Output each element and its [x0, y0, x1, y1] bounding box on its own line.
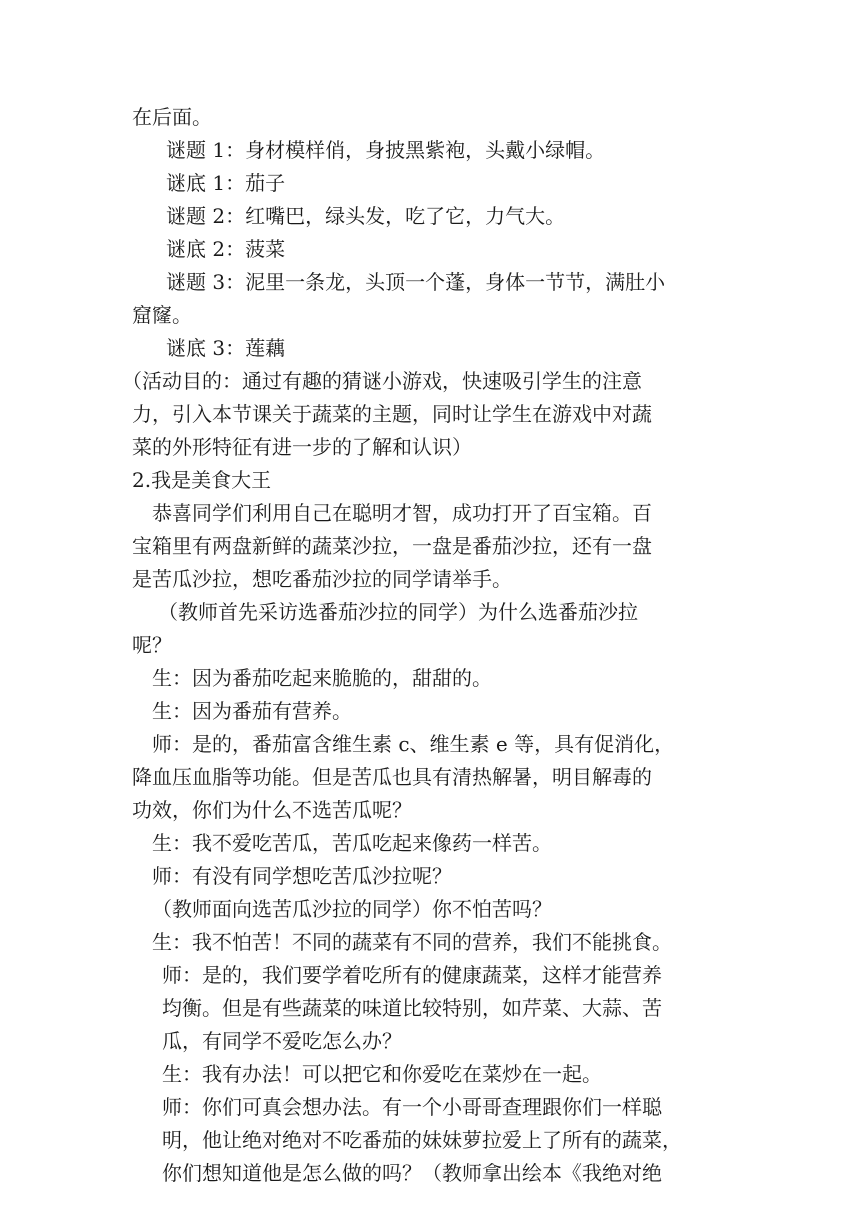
- teacher-line: 师：是的，我们要学着吃所有的健康蔬菜，这样才能营养: [162, 963, 662, 987]
- teacher-action: （教师面向选苦瓜沙拉的同学）你不怕苦吗？: [152, 897, 552, 921]
- student-line: 生：我不怕苦！不同的蔬菜有不同的营养，我们不能挑食。: [152, 930, 672, 954]
- section-heading: 2.我是美食大王: [132, 468, 272, 492]
- text-line: 明，他让绝对绝对不吃番茄的妹妹萝拉爱上了所有的蔬菜，: [162, 1128, 682, 1152]
- text-line: 呢？: [132, 633, 172, 657]
- teacher-line: 师：有没有同学想吃苦瓜沙拉呢？: [152, 864, 452, 888]
- text-line: 你们想知道他是怎么做的吗？（教师拿出绘本《我绝对绝: [162, 1161, 662, 1185]
- student-line: 生：我有办法！可以把它和你爱吃在菜炒在一起。: [162, 1062, 602, 1086]
- text-line: 窟窿。: [132, 303, 192, 327]
- text-line: 瓜，有同学不爱吃怎么办？: [162, 1029, 402, 1053]
- activity-purpose: （活动目的：通过有趣的猜谜小游戏，快速吸引学生的注意: [122, 369, 642, 393]
- riddle-2: 谜题 2：红嘴巴，绿头发，吃了它，力气大。: [166, 204, 566, 228]
- text-line: 菜的外形特征有进一步的了解和认识）: [132, 435, 472, 459]
- text-line: 力，引入本节课关于蔬菜的主题，同时让学生在游戏中对蔬: [132, 402, 652, 426]
- text-line: 是苦瓜沙拉，想吃番茄沙拉的同学请举手。: [132, 567, 512, 591]
- answer-3: 谜底 3：莲藕: [166, 336, 286, 360]
- text-line: 在后面。: [132, 105, 212, 129]
- teacher-action: （教师首先采访选番茄沙拉的同学）为什么选番茄沙拉: [158, 600, 638, 624]
- answer-2: 谜底 2：菠菜: [166, 237, 286, 261]
- student-line: 生：因为番茄有营养。: [152, 699, 352, 723]
- answer-1: 谜底 1：茄子: [166, 171, 286, 195]
- riddle-3: 谜题 3：泥里一条龙，头顶一个蓬，身体一节节，满肚小: [166, 270, 666, 294]
- teacher-line: 师：是的，番茄富含维生素 c、维生素 e 等，具有促消化，: [152, 732, 675, 756]
- riddle-1: 谜题 1：身材模样俏，身披黑紫袍，头戴小绿帽。: [166, 138, 606, 162]
- student-line: 生：因为番茄吃起来脆脆的，甜甜的。: [152, 666, 492, 690]
- text-line: 降血压血脂等功能。但是苦瓜也具有清热解暑，明目解毒的: [132, 765, 652, 789]
- teacher-line: 师：你们可真会想办法。有一个小哥哥查理跟你们一样聪: [162, 1095, 662, 1119]
- text-line: 宝箱里有两盘新鲜的蔬菜沙拉，一盘是番茄沙拉，还有一盘: [132, 534, 652, 558]
- text-line: 均衡。但是有些蔬菜的味道比较特别，如芹菜、大蒜、苦: [162, 996, 662, 1020]
- student-line: 生：我不爱吃苦瓜，苦瓜吃起来像药一样苦。: [152, 831, 552, 855]
- text-line: 功效，你们为什么不选苦瓜呢？: [132, 798, 412, 822]
- paragraph-line: 恭喜同学们利用自己在聪明才智，成功打开了百宝箱。百: [152, 501, 652, 525]
